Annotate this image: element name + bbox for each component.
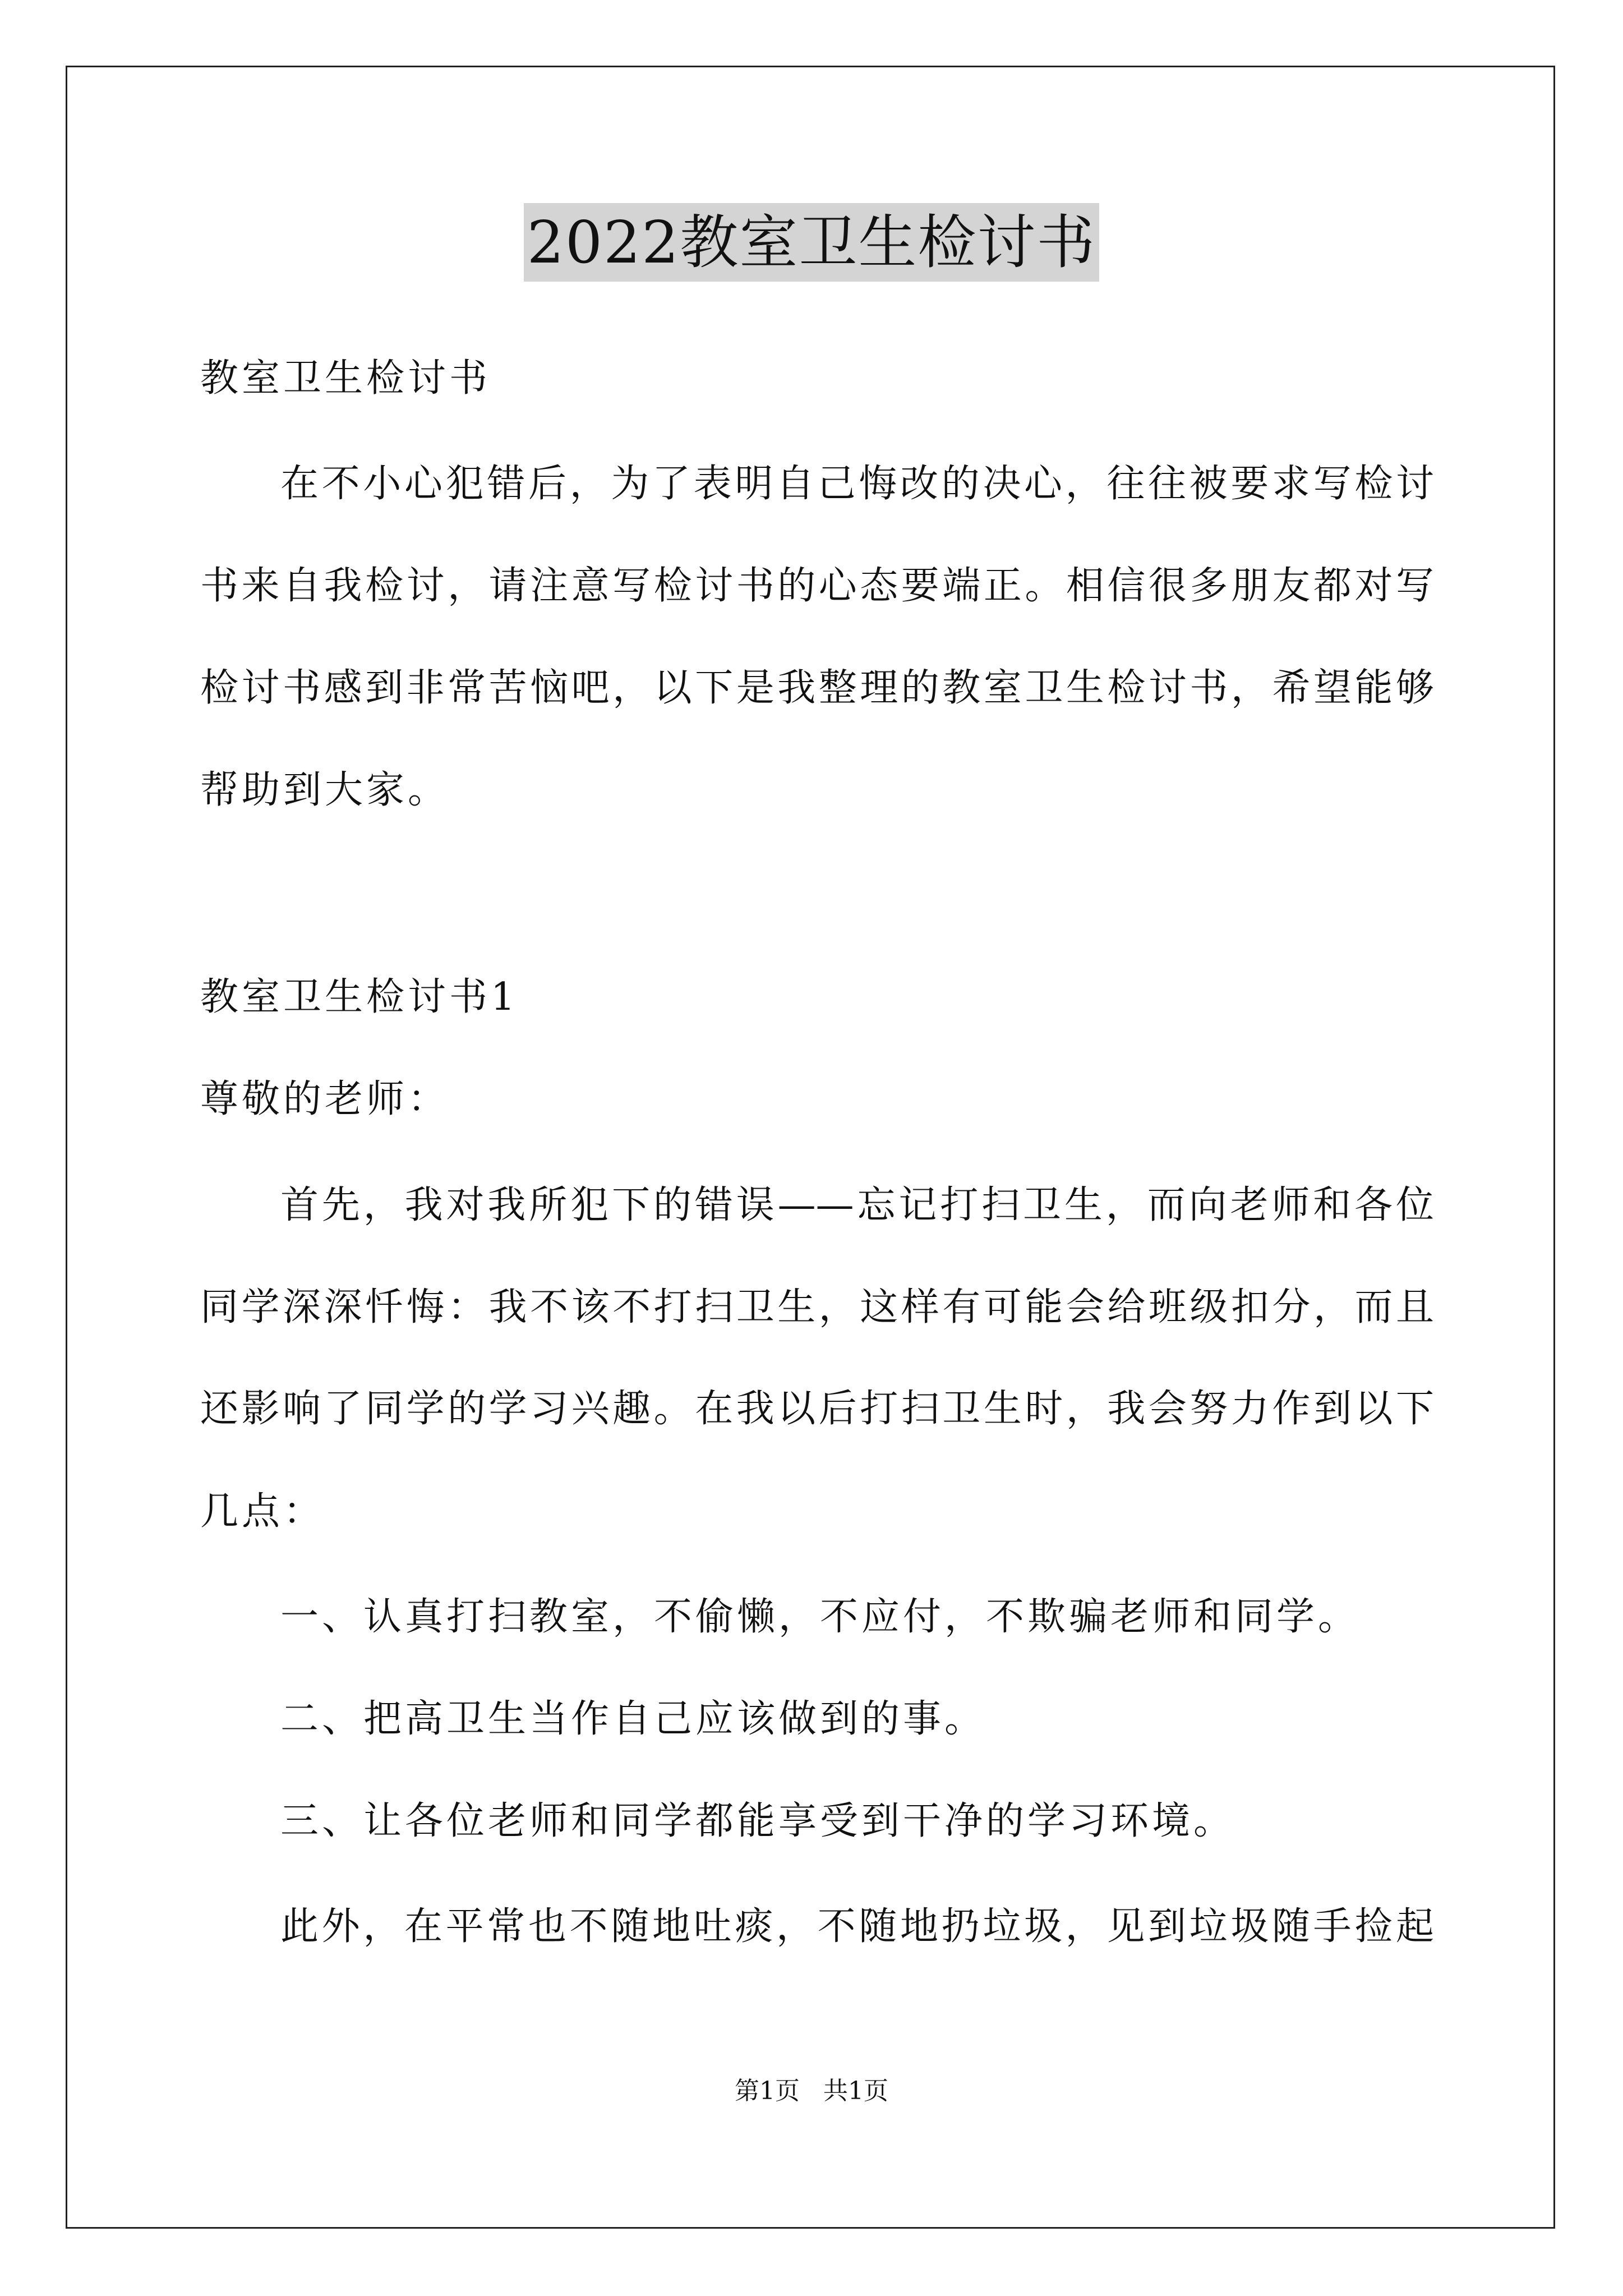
paragraph-line: 书来自我检讨，请注意写检讨书的心态要端正。相信很多朋友都对写	[200, 564, 1434, 608]
list-item: 二、把高卫生当作自己应该做到的事。	[280, 1697, 986, 1741]
salutation: 尊敬的老师：	[200, 1077, 450, 1121]
paragraph-line: 还影响了同学的学习兴趣。在我以后打扫卫生时，我会努力作到以下	[200, 1387, 1434, 1431]
paragraph-line: 此外，在平常也不随地吐痰，不随地扔垃圾，见到垃圾随手捡起	[280, 1904, 1434, 1949]
section-heading: 教室卫生检讨书	[200, 356, 491, 401]
title-container	[0, 203, 1623, 282]
section-heading: 教室卫生检讨书1	[200, 975, 519, 1019]
paragraph-line: 在不小心犯错后，为了表明自己悔改的决心，往往被要求写检讨	[280, 462, 1434, 506]
paragraph-line: 帮助到大家。	[200, 768, 450, 812]
list-item: 三、让各位老师和同学都能享受到干净的学习环境。	[280, 1799, 1235, 1843]
document-title: 2022教室卫生检讨书	[524, 203, 1100, 282]
page-footer: 第1页 共1页	[735, 2077, 888, 2105]
list-item: 一、认真打扫教室，不偷懒，不应付，不欺骗老师和同学。	[280, 1595, 1360, 1639]
paragraph-line: 几点：	[200, 1489, 325, 1534]
paragraph-line: 检讨书感到非常苦恼吧，以下是我整理的教室卫生检讨书，希望能够	[200, 666, 1434, 710]
paragraph-line: 首先，我对我所犯下的错误——忘记打扫卫生，而向老师和各位	[280, 1183, 1434, 1227]
paragraph-line: 同学深深忏悔：我不该不打扫卫生，这样有可能会给班级扣分，而且	[200, 1285, 1434, 1329]
